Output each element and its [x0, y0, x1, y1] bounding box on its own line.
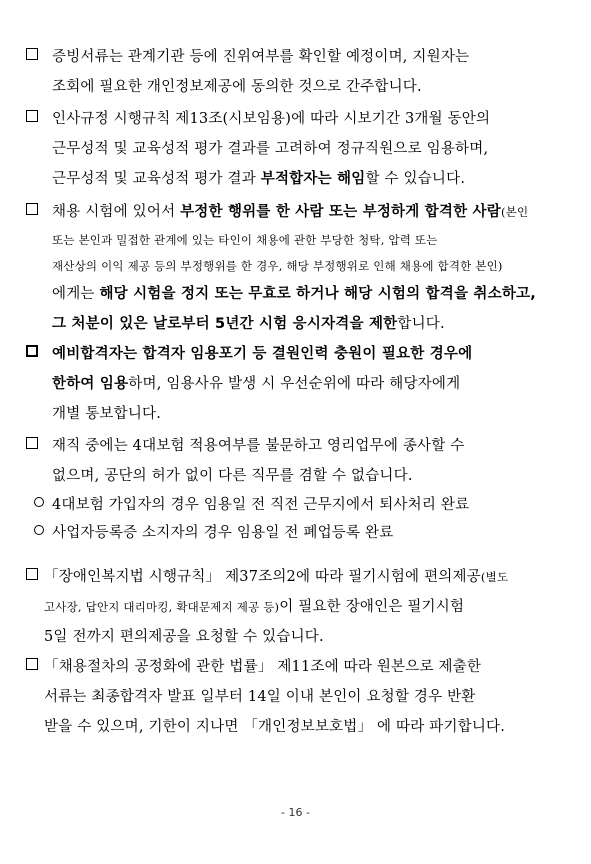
- text-line: 에게는 해당 시험을 정지 또는 무효로 하거나 해당 시험의 합격을 취소하고,: [52, 286, 536, 302]
- text-line: 4대보험 가입자의 경우 임용일 전 직전 근무지에서 퇴사처리 완료: [52, 497, 470, 513]
- notice-item-misconduct: [26, 197, 549, 339]
- notice-text: [52, 518, 549, 548]
- circle-bullet-icon: [34, 497, 44, 507]
- text-line: 5일 전까지 편의제공을 요청할 수 있습니다.: [44, 629, 324, 645]
- notice-text: [52, 339, 549, 429]
- text-line: 한하여 임용하며, 임용사유 발생 시 우선순위에 따라 해당자에게: [52, 376, 461, 392]
- sub-item-insurance: [26, 490, 549, 520]
- text-line: 고사장, 답안지 대리마킹, 확대문제지 제공 등)이 필요한 장애인은 필기시험: [44, 599, 465, 615]
- text-line: 증빙서류는 관계기관 등에 진위여부를 확인할 예정이며, 지원자는: [52, 49, 470, 65]
- text-line: 근무성적 및 교육성적 평가 결과를 고려하여 정규직원으로 임용하며,: [52, 141, 489, 157]
- checkbox-bullet-icon: [26, 48, 38, 60]
- text-line: 사업자등록증 소지자의 경우 임용일 전 폐업등록 완료: [52, 525, 394, 541]
- notice-item-verification: [26, 42, 549, 102]
- notice-item-probation: [26, 104, 549, 194]
- checkbox-bullet-icon: [26, 658, 38, 670]
- emphasis-text: 부적합자는 해임: [260, 171, 366, 187]
- notice-item-document-return: [26, 652, 549, 742]
- text-line: 조회에 필요한 개인정보제공에 동의한 것으로 간주합니다.: [52, 79, 422, 95]
- checkbox-bullet-icon: [26, 568, 38, 580]
- text-line: 「장애인복지법 시행규칙」 제37조의2에 따라 필기시험에 편의제공(별도: [44, 569, 509, 585]
- sub-item-business-registration: [26, 518, 549, 548]
- emphasis-text: 그 처분이 있은 날로부터 5년간 시험 응시자격을 제한: [52, 316, 398, 332]
- text-line: 또는 본인과 밀접한 관계에 있는 타인이 채용에 관한 부당한 청탁, 압력 또는: [52, 233, 438, 247]
- notice-text: [52, 197, 549, 339]
- text-line: 재산상의 이익 제공 등의 부정행위를 한 경우, 해당 부정행위로 인해 채용에 합격한 본인): [52, 259, 503, 273]
- text-line: 서류는 최종합격자 발표 일부터 14일 이내 본인이 요청할 경우 반환: [44, 689, 476, 705]
- checkbox-bullet-icon: [26, 203, 38, 215]
- text-line: 개별 통보합니다.: [52, 406, 162, 422]
- notice-text: [52, 42, 549, 102]
- notice-item-reserve-candidates: [26, 339, 549, 429]
- text-line: 없으며, 공단의 허가 없이 다른 직무를 겸할 수 없습니다.: [52, 468, 413, 484]
- notice-item-disability-accommodation: [26, 562, 549, 652]
- notice-item-side-jobs: [26, 431, 549, 491]
- checkbox-bullet-icon: [26, 110, 38, 122]
- page-number: - 16 -: [281, 806, 310, 819]
- text-line: 「채용절차의 공정화에 관한 법률」 제11조에 따라 원본으로 제출한: [44, 659, 482, 675]
- emphasis-text: 한하여 임용: [52, 376, 129, 392]
- notice-text: [52, 490, 549, 520]
- text-line: 재직 중에는 4대보험 적용여부를 불문하고 영리업무에 종사할 수: [52, 438, 465, 454]
- emphasis-text: 예비합격자는 합격자 임용포기 등 결원인력 충원이 필요한 경우에: [52, 346, 473, 362]
- text-line: 받을 수 있으며, 기한이 지나면 「개인정보보호법」 에 따라 파기합니다.: [44, 719, 506, 735]
- text-line: 채용 시험에 있어서 부정한 행위를 한 사람 또는 부정하게 합격한 사람(본인: [52, 204, 529, 220]
- notice-text: [52, 431, 549, 491]
- circle-bullet-icon: [34, 525, 44, 535]
- checkbox-bullet-icon: [26, 437, 38, 449]
- emphasis-text: 해당 시험을 정지 또는 무효로 하거나 해당 시험의 합격을 취소하고,: [99, 286, 536, 302]
- notice-text: [44, 562, 549, 652]
- notice-text: [52, 104, 549, 194]
- text-line: 그 처분이 있은 날로부터 5년간 시험 응시자격을 제한합니다.: [52, 316, 445, 332]
- emphasis-text: 부정한 행위를 한 사람 또는 부정하게 합격한 사람: [180, 204, 501, 220]
- text-line: 인사규정 시행규칙 제13조(시보임용)에 따라 시보기간 3개월 동안의: [52, 111, 491, 127]
- notice-text: [44, 652, 549, 742]
- checkbox-bullet-icon: [26, 345, 38, 357]
- text-line: 근무성적 및 교육성적 평가 결과 부적합자는 해임할 수 있습니다.: [52, 171, 466, 187]
